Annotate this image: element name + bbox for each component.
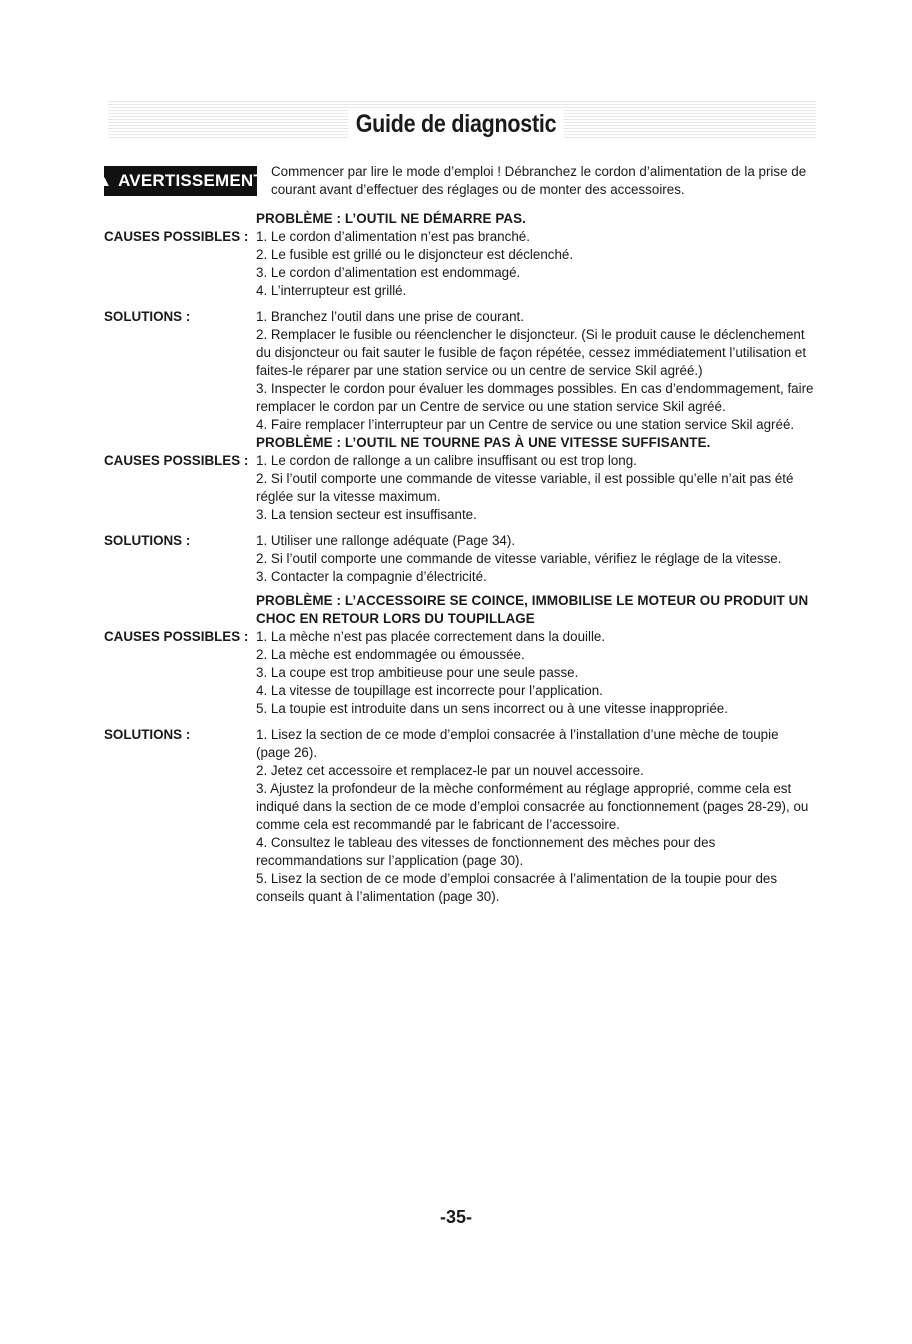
list-item: 2. Si l’outil comporte une commande de vitesse variable, vérifiez le réglage de la vitesse.: [256, 551, 782, 566]
list-item: 3. Contacter la compagnie d’électricité.: [256, 569, 487, 584]
solutions-label: SOLUTIONS :: [104, 727, 191, 742]
warning-text: Commencer par lire le mode d’emploi ! Débranchez le cordon d’alimentation de la prise de courant avant d’effectuer des réglages ou de monter des accessoires.: [271, 164, 807, 197]
list-item: 2. La mèche est endommagée ou émoussée.: [256, 647, 525, 662]
problem-2-title: PROBLÈME : L’OUTIL NE TOURNE PAS À UNE VITESSE SUFFISANTE.: [256, 435, 711, 450]
list-item: 4. La vitesse de toupillage est incorrecte pour l’application.: [256, 683, 603, 698]
list-item: 3. Inspecter le cordon pour évaluer les dommages possibles. En cas d’endommagement, faire remplacer le cordon par un Centre de service ou une station service Skil agréé.: [256, 381, 814, 414]
page-number: -35-: [439, 1207, 472, 1227]
list-item: 2. Le fusible est grillé ou le disjoncteur est déclenché.: [256, 247, 574, 262]
list-item: 1. La mèche n’est pas placée correctement dans la douille.: [256, 629, 606, 644]
problem-3-title: PROBLÈME : L’ACCESSOIRE SE COINCE, IMMOBILISE LE MOTEUR OU PRODUIT UN CHOC EN RETOUR LORS DU TOUPILLAGE: [256, 593, 809, 626]
warning-badge-label: AVERTISSEMENT: [118, 171, 264, 190]
list-item: 2. Jetez cet accessoire et remplacez-le par un nouvel accessoire.: [256, 763, 644, 778]
list-item: 3. La coupe est trop ambitieuse pour une seule passe.: [256, 665, 579, 680]
list-item: 1. Branchez l’outil dans une prise de courant.: [256, 309, 524, 324]
list-item: 1. Le cordon d’alimentation n’est pas branché.: [256, 229, 530, 244]
list-item: 2. Si l’outil comporte une commande de vitesse variable, il est possible qu’elle n’ait pas été réglée sur la vitesse maximum.: [256, 471, 794, 504]
problem-1-title: PROBLÈME : L’OUTIL NE DÉMARRE PAS.: [256, 211, 526, 226]
list-item: 4. Consultez le tableau des vitesses de fonctionnement des mèches pour des recommandations sur l’application (page 30).: [256, 835, 716, 868]
problem-2-solutions: [104, 532, 816, 586]
problem-3-causes: [104, 628, 816, 718]
list-item: 5. Lisez la section de ce mode d’emploi consacrée à l’alimentation de la toupie pour des conseils quant à l’alimentation (page 30).: [256, 871, 778, 904]
solutions-label: SOLUTIONS :: [104, 533, 191, 548]
problem-3-solutions: [104, 726, 816, 906]
list-item: 4. Faire remplacer l’interrupteur par un Centre de service ou une station service Skil agréé.: [256, 417, 795, 432]
list-item: 5. La toupie est introduite dans un sens incorrect ou à une vitesse inappropriée.: [256, 701, 728, 716]
list-item: 3. Ajustez la profondeur de la mèche conformément au réglage approprié, comme cela est indiqué dans la section de ce mode d’emploi consacrée au fonctionnement (pages 28-29), ou comme cela est recommandé par le fabricant de l’accessoire.: [256, 781, 809, 832]
solutions-label: SOLUTIONS :: [104, 309, 191, 324]
list-item: 1. Le cordon de rallonge a un calibre insuffisant ou est trop long.: [256, 453, 637, 468]
warning-triangle-icon: ▲: [97, 172, 113, 190]
page-title: Guide de diagnostic: [64, 110, 848, 139]
problem-1-solutions: [104, 308, 816, 434]
problem-2-causes: [104, 452, 816, 524]
list-item: 2. Remplacer le fusible ou réenclencher le disjoncteur. (Si le produit cause le déclenchement du disjoncteur ou fait sauter le fusible de façon répétée, cessez immédiatement l’utilisation et faites-le réparer par une station service ou un centre de service Skil agréé.): [256, 327, 807, 378]
list-item: 1. Lisez la section de ce mode d’emploi consacrée à l’installation d’une mèche de toupie (page 26).: [256, 727, 779, 760]
list-item: 4. L’interrupteur est grillé.: [256, 283, 407, 298]
list-item: 3. Le cordon d’alimentation est endommagé.: [256, 265, 521, 280]
causes-label: CAUSES POSSIBLES :: [104, 629, 249, 644]
warning-badge: [97, 166, 264, 196]
causes-label: CAUSES POSSIBLES :: [104, 229, 249, 244]
list-item: 1. Utiliser une rallonge adéquate (Page 34).: [256, 533, 516, 548]
causes-label: CAUSES POSSIBLES :: [104, 453, 249, 468]
problem-1-causes: [104, 228, 816, 300]
list-item: 3. La tension secteur est insuffisante.: [256, 507, 477, 522]
diagnostic-content: [104, 210, 816, 906]
